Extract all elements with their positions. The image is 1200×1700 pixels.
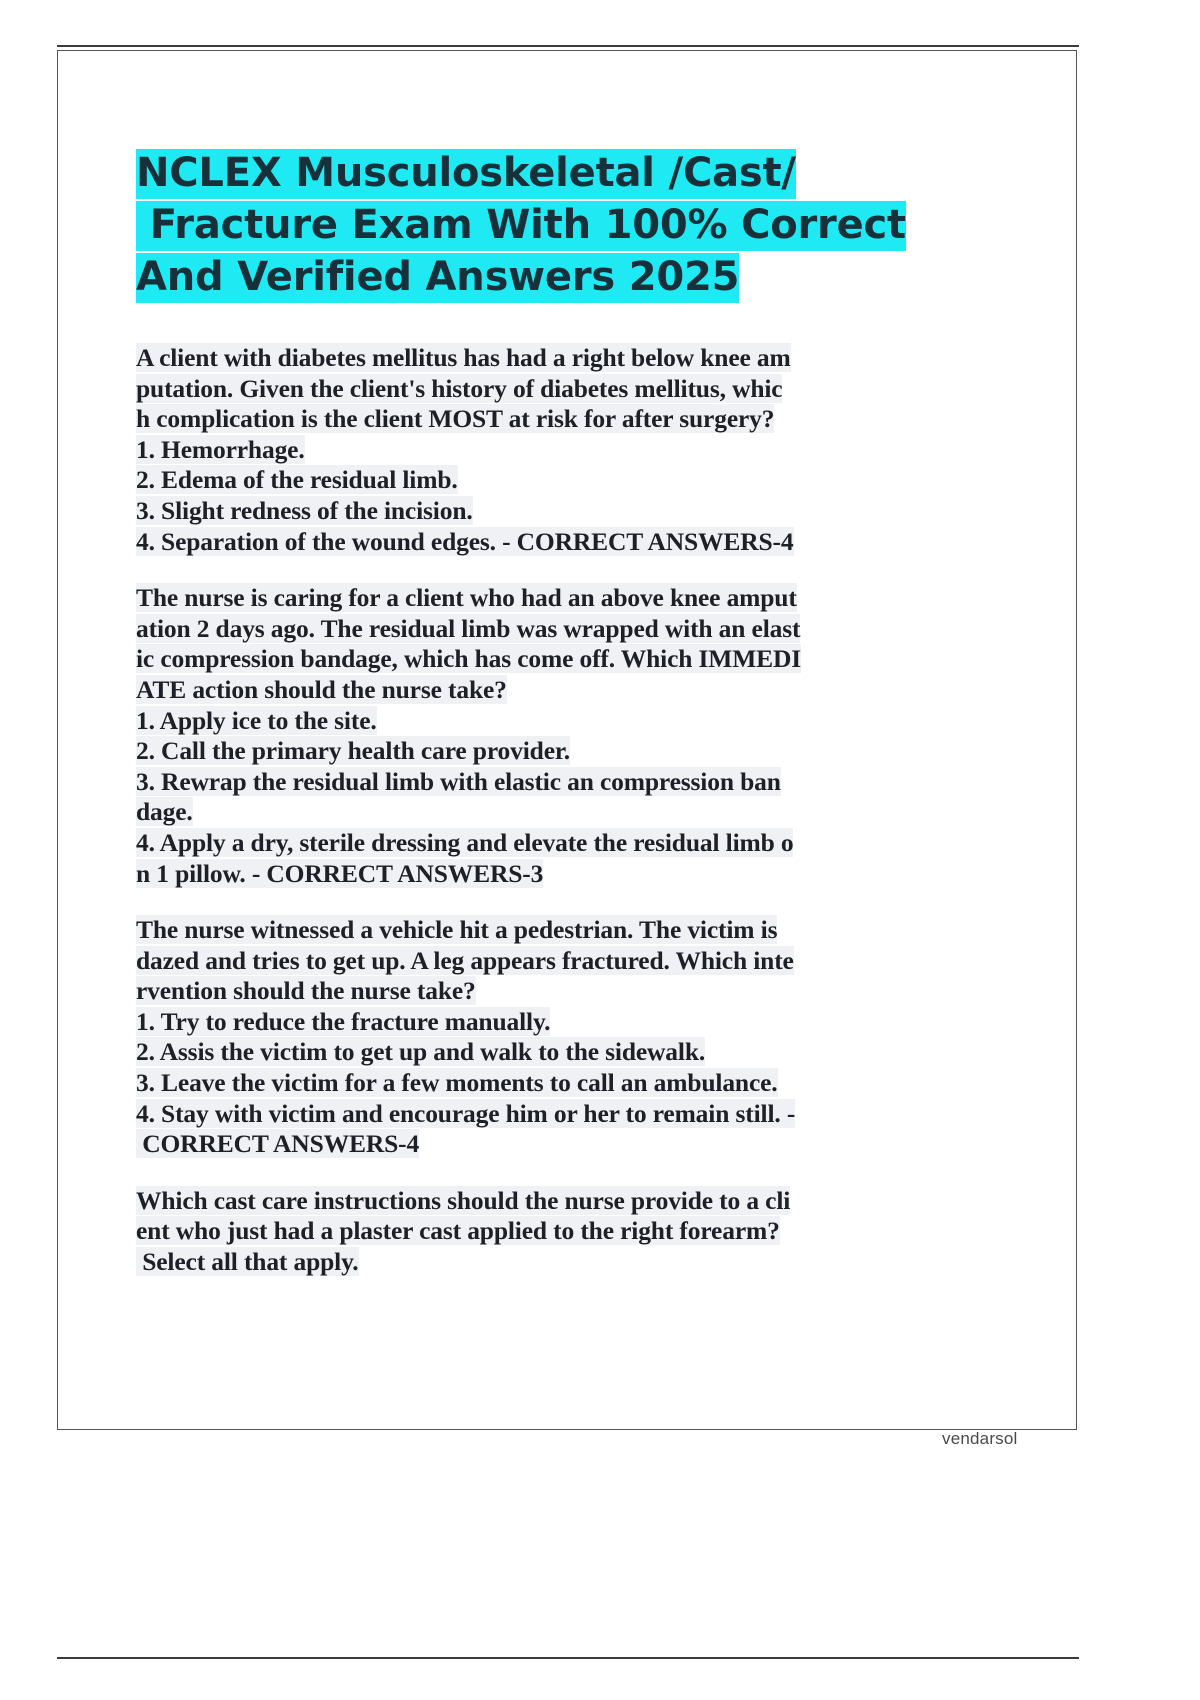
title-line-3 [136,251,1016,303]
page-bottom-divider [57,1657,1079,1659]
question-line: putation. Given the client's history of diabetes mellitus, whic [136,373,783,403]
title-line-3-text: And Verified Answers 2025 [136,253,739,303]
question-line: A client with diabetes mellitus has had a right below knee am [136,343,791,372]
question-line: Select all that apply. [136,1247,359,1277]
question-line: dazed and tries to get up. A leg appears fractured. Which inte [136,945,794,975]
answer-option-correct: CORRECT ANSWERS-4 [136,1129,420,1159]
question-line: ation 2 days ago. The residual limb was wrapped with an elast [136,613,801,643]
answer-option-correct: 4. Separation of the wound edges. - CORRECT ANSWERS-4 [136,526,794,556]
page-title [136,147,1016,303]
answer-option: 2. Call the primary health care provider. [136,736,570,766]
answer-option: 3. Rewrap the residual limb with elastic an compression ban [136,766,781,796]
question-block [136,343,1026,557]
question-block [136,915,1026,1160]
question-line: h complication is the client MOST at risk for after surgery? [136,404,775,434]
page-top-divider [57,45,1079,47]
answer-option: 3. Leave the victim for a few moments to call an ambulance. [136,1068,778,1098]
answer-option-correct: n 1 pillow. - CORRECT ANSWERS-3 [136,858,544,888]
answer-option: 3. Slight redness of the incision. [136,495,473,525]
answer-option: 1. Apply ice to the site. [136,705,377,735]
answer-option-continuation: dage. [136,797,193,827]
answer-option: 2. Edema of the residual limb. [136,465,458,495]
answer-option: 4. Apply a dry, sterile dressing and elevate the residual limb o [136,827,794,857]
question-line: The nurse witnessed a vehicle hit a pedestrian. The victim is [136,915,778,945]
question-block [136,583,1026,889]
question-line: ATE action should the nurse take? [136,674,507,704]
question-line: ent who just had a plaster cast applied to the right forearm? [136,1216,780,1246]
answer-option: 2. Assis the victim to get up and walk to the sidewalk. [136,1037,706,1067]
watermark-label: vendarsol [942,1429,1018,1448]
question-line: The nurse is caring for a client who had an above knee amput [136,583,797,613]
question-line: Which cast care instructions should the nurse provide to a cli [136,1185,791,1215]
title-line-1-text: NCLEX Musculoskeletal /Cast/ [136,149,796,199]
title-line-2-text: Fracture Exam With 100% Correct [136,201,906,251]
document-sheet [57,50,1077,1448]
question-block [136,1186,1026,1278]
question-line: rvention should the nurse take? [136,976,476,1006]
document-body [136,343,1026,1304]
question-line: ic compression bandage, which has come off. Which IMMEDI [136,644,802,674]
title-line-2 [136,199,1016,251]
answer-option: 4. Stay with victim and encourage him or her to remain still. - [136,1098,796,1128]
title-line-1 [136,147,1016,199]
answer-option: 1. Hemorrhage. [136,434,305,464]
answer-option: 1. Try to reduce the fracture manually. [136,1006,551,1036]
